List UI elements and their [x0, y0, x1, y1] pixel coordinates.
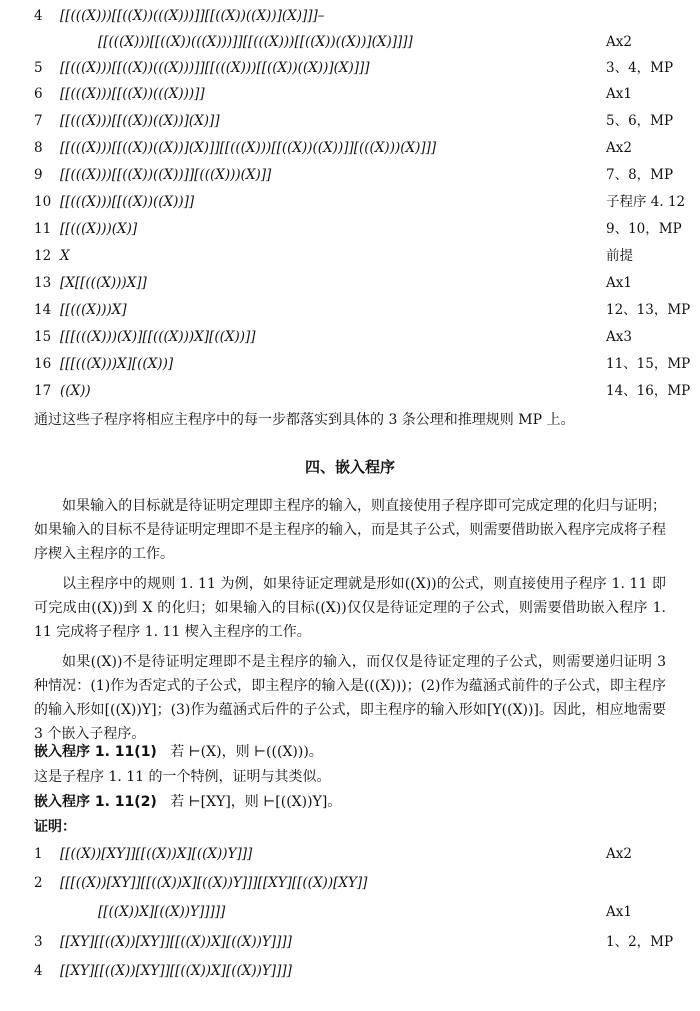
- proof-formula: [[(((X)))X]: [60, 302, 127, 318]
- proof-formula: [[(((X)))[[((X))((X))](X)]]: [60, 113, 220, 129]
- summary-line: 通过这些子程序将相应主程序中的每一步都落实到具体的 3 条公理和推理规则 MP 上。: [34, 412, 575, 428]
- proof-formula: X: [60, 248, 70, 264]
- proof-line-number: 14: [34, 302, 52, 318]
- proof-line-number: 8: [34, 140, 43, 156]
- proof-justification: Ax3: [606, 329, 632, 345]
- proof-formula-continuation: [[((X))X][((X))Y]]]]]: [98, 904, 226, 920]
- proof-line-number: 3: [34, 934, 43, 950]
- proof-formula: [[[(((X)))(X)][[(((X)))X][((X))]]: [60, 329, 256, 345]
- proof-justification: 14、16，MP: [606, 383, 691, 399]
- paragraph: 如果输入的目标就是待证明定理即主程序的输入，则直接使用子程序即可完成定理的化归与证明；如果输入的目标不是待证明定理即不是主程序的输入，而是其子公式，则需要借助嵌入程序完成将子程序楔入主程序的工作。: [34, 498, 666, 562]
- paragraph: 如果((X))不是待证明定理即不是主程序的输入，而仅仅是待证定理的子公式，则需要递归证明 3 种情况：(1)作为否定式的子公式，即主程序的输入是(((X)))；(2)作为蕴涵式前件的子公式，即主程序的输入形如[((X))Y]；(3)作为蕴涵式后件的子公式，即主程序的输入形如[Y((X))]。因此，相应地需要 3 个嵌入子程序。: [34, 654, 666, 742]
- proof-justification: 子程序 4. 12: [606, 194, 686, 210]
- proof-justification: 7、8，MP: [606, 167, 674, 183]
- proof-line-number: 4: [34, 963, 43, 979]
- proof-line-number: 5: [34, 60, 43, 76]
- proof-formula: [[(((X)))[[((X))(((X)))]][[(((X)))[[((X))((X))](X)]]]: [60, 60, 370, 76]
- proof-line-number: 1: [34, 846, 43, 862]
- proof-justification: 3、4，MP: [606, 60, 674, 76]
- proof-formula: [[[(((X)))X][((X))]: [60, 356, 174, 372]
- embed-1-title: 嵌入程序 1. 11(1): [34, 744, 157, 760]
- proof-justification: 9、10，MP: [606, 221, 682, 237]
- proof-formula: [[(((X)))(X)]: [60, 221, 138, 237]
- proof-justification: 1、2，MP: [606, 934, 674, 950]
- proof-justification: Ax2: [606, 140, 632, 156]
- proof-formula: [[(((X)))[[((X))(((X)))]]: [60, 86, 205, 102]
- proof-justification: Ax2: [606, 34, 632, 50]
- proof-line-number: 11: [34, 221, 52, 237]
- proof-formula: [X[[(((X)))X]]: [60, 275, 147, 291]
- proof-line-number: 16: [34, 356, 52, 372]
- proof-justification: Ax1: [606, 275, 632, 291]
- proof-line-number: 17: [34, 383, 52, 399]
- proof-justification: 11、15，MP: [606, 356, 691, 372]
- proof-line-number: 4: [34, 8, 43, 24]
- proof-line-number: 10: [34, 194, 52, 210]
- proof-line-number: 2: [34, 875, 43, 891]
- proof-label: 证明：: [34, 819, 76, 835]
- proof-justification: Ax1: [606, 904, 632, 920]
- proof-formula: [[(((X)))[[((X))((X))]][(((X)))(X)]]: [60, 167, 272, 183]
- proof-formula: [[XY][[((X))[XY]][[((X))X][((X))Y]]]]: [60, 963, 292, 979]
- proof-justification: 前提: [606, 248, 633, 264]
- proof-formula-continuation: [[(((X)))[[((X))(((X)))]][[(((X)))[[((X))((X))](X)]]]]: [98, 34, 413, 50]
- proof-line-number: 6: [34, 86, 43, 102]
- proof-justification: Ax2: [606, 846, 632, 862]
- proof-line-number: 7: [34, 113, 43, 129]
- proof-formula: [[XY][[((X))[XY]][[((X))X][((X))Y]]]]: [60, 934, 292, 950]
- proof-justification: Ax1: [606, 86, 632, 102]
- proof-formula: [[[((X))[XY]][[((X))X][((X))Y]]][[XY][[((X))[XY]]: [60, 875, 368, 891]
- proof-justification: 5、6，MP: [606, 113, 674, 129]
- embed-2-title: 嵌入程序 1. 11(2): [34, 794, 157, 810]
- embed-1-statement: 若 ⊢(X)，则 ⊢(((X)))。: [170, 744, 323, 760]
- paragraph: 以主程序中的规则 1. 11 为例，如果待证定理就是形如((X))的公式，则直接使用子程序 1. 11 即可完成由((X))到 X 的化归；如果输入的目标((X))仅仅是待证定理的子公式，则需要借助嵌入程序 1. 11 完成将子程序 1. 11 楔入主程序的工作。: [34, 576, 666, 640]
- proof-line-number: 13: [34, 275, 52, 291]
- embed-1: [34, 740, 666, 764]
- proof-formula: [[(((X)))[[((X))(((X)))]][[((X))((X))](X)]]]–: [60, 8, 325, 24]
- proof-formula: ((X)): [60, 383, 91, 399]
- section-heading: 四、嵌入程序: [304, 458, 395, 476]
- embed-2-statement: 若 ⊢[XY]，则 ⊢[((X))Y]。: [170, 794, 342, 810]
- embed-2: [34, 790, 666, 814]
- proof-line-number: 15: [34, 329, 52, 345]
- proof-formula: [[((X))[XY]][[((X))X][((X))Y]]]: [60, 846, 253, 862]
- embed-1-note: 这是子程序 1. 11 的一个特例，证明与其类似。: [34, 769, 331, 785]
- proof-line-number: 12: [34, 248, 52, 264]
- proof-justification: 12、13，MP: [606, 302, 691, 318]
- proof-formula: [[(((X)))[[((X))((X))]]: [60, 194, 195, 210]
- proof-formula: [[(((X)))[[((X))((X))](X)]][[(((X)))[[((X))((X))]][(((X)))(X)]]]: [60, 140, 437, 156]
- proof-line-number: 9: [34, 167, 43, 183]
